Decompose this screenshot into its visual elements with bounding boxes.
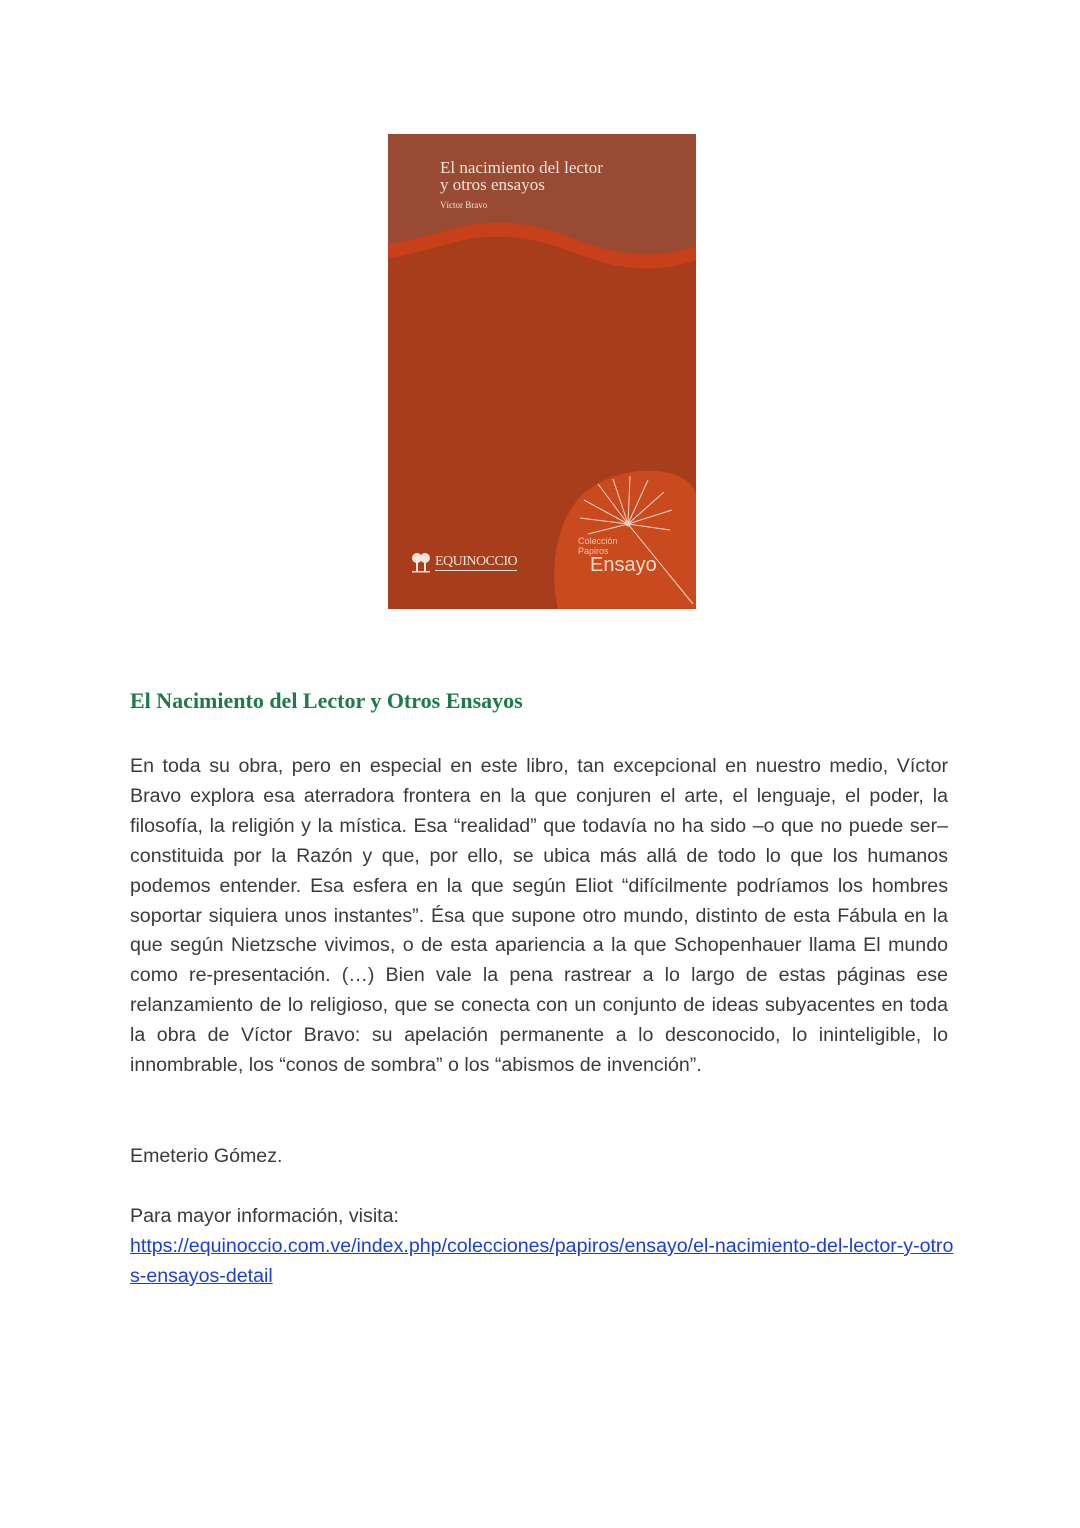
tree-logo-icon: [410, 550, 432, 574]
book-cover: [388, 134, 696, 609]
book-description: En toda su obra, pero en especial en este libro, tan excepcional en nuestro medio, Víctor Bravo explora esa aterradora frontera en la que conjuren el arte, el lenguaje, el poder, la filosofía, la religión y la mística. Esa “realidad” que todavía no ha sido –o que no puede ser– constituida por la Razón y que, por ello, se ubica más allá de todo lo que los humanos podemos entender. Esa esfera en la que según Eliot “difícilmente podríamos los hombres soportar siquiera unos instantes”. Ésa que supone otro mundo, distinto de esta Fábula en la que según Nietzsche vivimos, o de esta apariencia a la que Schopenhauer llama El mundo como re-presentación. (…) Bien vale la pena rastrear a lo largo de estas páginas ese relanzamiento de lo religioso, que se conecta con un conjunto de ideas subyacentes en toda la obra de Víctor Bravo: su apelación permanente a lo desconocido, lo ininteligible, lo innombrable, los “conos de sombra” o los “abismos de invención”.: [130, 755, 948, 1077]
cover-title: El nacimiento del lector y otros ensayos: [440, 158, 603, 194]
collection-name: Ensayo: [590, 554, 657, 576]
more-info-link[interactable]: https://equinoccio.com.ve/index.php/colecciones/papiros/ensayo/el-nacimiento-del-lector-y-otros-ensayos-detail: [130, 1235, 954, 1287]
publisher-logo: [410, 550, 517, 574]
collection-label: Colección Papiros: [578, 536, 618, 556]
cover-artwork: [388, 134, 696, 609]
cover-author: Víctor Bravo: [440, 200, 488, 210]
review-author: Emeterio Gómez.: [130, 1145, 283, 1167]
publisher-name: EQUINOCCIO: [435, 553, 518, 569]
book-title: El Nacimiento del Lector y Otros Ensayos: [130, 688, 523, 713]
more-info-label: Para mayor información, visita:: [130, 1205, 399, 1227]
